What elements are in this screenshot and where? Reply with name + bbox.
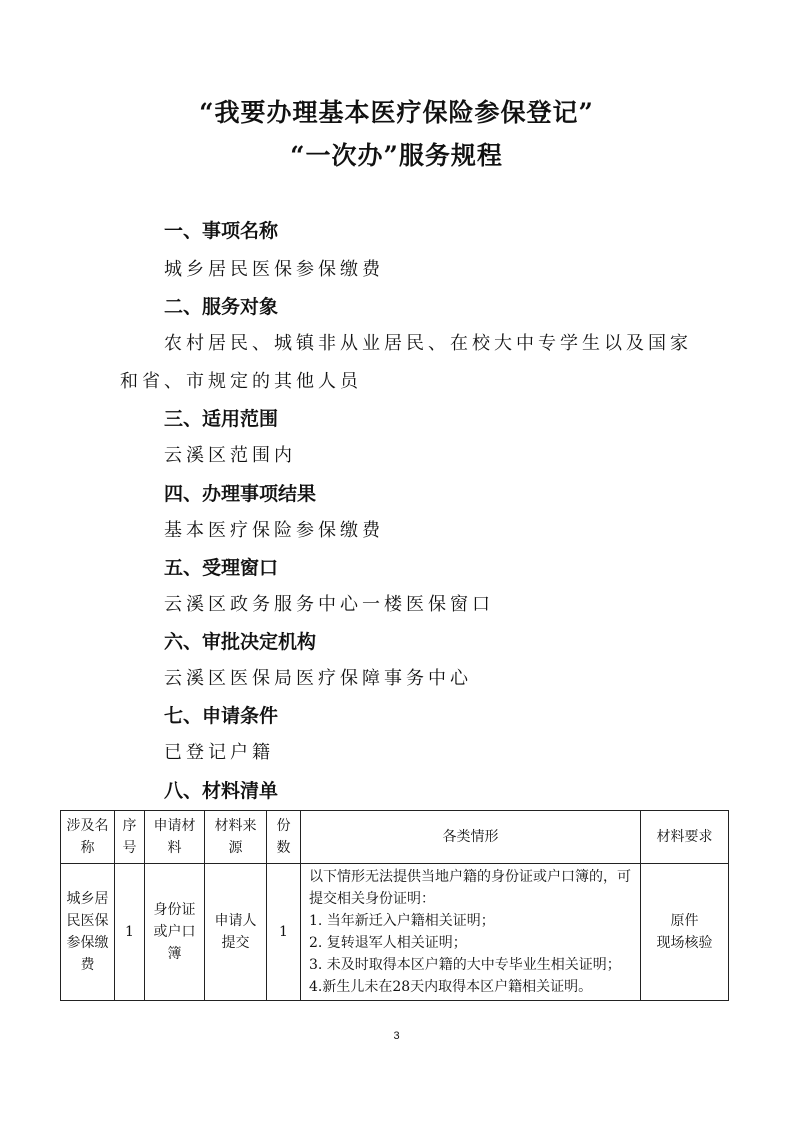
section-heading-service-target: 二、服务对象 xyxy=(164,296,279,318)
section-text-service-target-line1: 农村居民、城镇非从业居民、在校大中专学生以及国家 xyxy=(164,333,692,354)
header-materials: 申请材料 xyxy=(145,811,205,864)
cell-copies: 1 xyxy=(267,864,301,1001)
table-row xyxy=(61,864,729,1001)
cell-involved-name: 城乡居民医保参保缴费 xyxy=(61,864,115,1001)
cell-serial: 1 xyxy=(115,864,145,1001)
section-text-scope: 云溪区范围内 xyxy=(164,445,296,466)
situations-item-4: 4.新生儿未在28天内取得本区户籍相关证明。 xyxy=(309,979,593,995)
section-heading-window: 五、受理窗口 xyxy=(164,557,279,579)
section-heading-authority: 六、审批决定机构 xyxy=(164,631,317,653)
requirement-line1: 原件 xyxy=(670,913,699,929)
section-text-item-name: 城乡居民医保参保缴费 xyxy=(164,259,384,280)
header-source: 材料来源 xyxy=(205,811,267,864)
section-heading-materials: 八、材料清单 xyxy=(164,780,279,802)
header-involved-name: 涉及名称 xyxy=(61,811,115,864)
situations-item-2: 2. 复转退军人相关证明； xyxy=(309,935,467,951)
section-text-service-target-line2: 和省、市规定的其他人员 xyxy=(120,371,362,392)
situations-item-3: 3. 未及时取得本区户籍的大中专毕业生相关证明； xyxy=(309,957,621,973)
section-text-window: 云溪区政务服务中心一楼医保窗口 xyxy=(164,594,494,615)
section-text-result: 基本医疗保险参保缴费 xyxy=(164,520,384,541)
header-copies: 份数 xyxy=(267,811,301,864)
header-situations: 各类情形 xyxy=(301,811,641,864)
cell-situations xyxy=(301,864,641,1001)
table-header-row xyxy=(61,811,729,864)
header-requirements: 材料要求 xyxy=(641,811,729,864)
section-heading-result: 四、办理事项结果 xyxy=(164,483,317,505)
section-text-authority: 云溪区医保局医疗保障事务中心 xyxy=(164,668,472,689)
document-title-line2: “一次办”服务规程 xyxy=(290,141,503,170)
page-number: 3 xyxy=(393,1030,400,1042)
section-heading-item-name: 一、事项名称 xyxy=(164,220,279,242)
cell-source: 申请人提交 xyxy=(205,864,267,1001)
section-text-conditions: 已登记户籍 xyxy=(164,742,274,763)
cell-requirements xyxy=(641,864,729,1001)
section-heading-scope: 三、适用范围 xyxy=(164,408,279,430)
cell-materials: 身份证或户口簿 xyxy=(145,864,205,1001)
situations-intro: 以下情形无法提供当地户籍的身份证或户口簿的，可提交相关身份证明： xyxy=(309,869,631,907)
materials-table xyxy=(60,810,729,1001)
requirement-line2: 现场核验 xyxy=(656,935,713,951)
header-serial: 序号 xyxy=(115,811,145,864)
document-title-line1: “我要办理基本医疗保险参保登记” xyxy=(199,98,594,127)
situations-item-1: 1. 当年新迁入户籍相关证明； xyxy=(309,913,495,929)
section-heading-conditions: 七、申请条件 xyxy=(164,705,279,727)
